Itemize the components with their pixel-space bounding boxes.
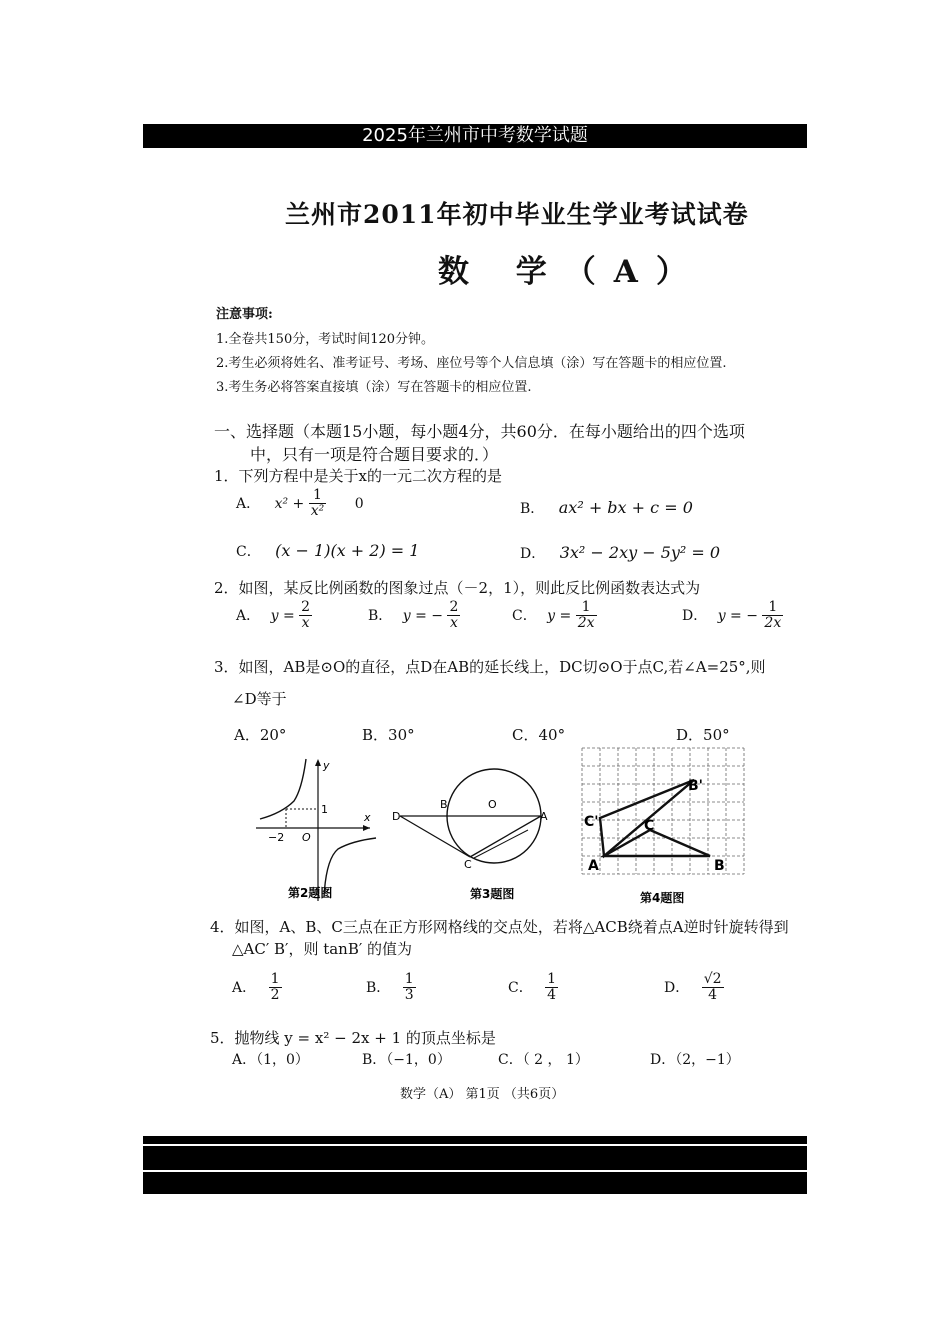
denominator: 2 [270, 987, 280, 1004]
formula: (x − 1)(x + 2) = 1 [275, 541, 420, 560]
option-label: A． [232, 979, 257, 996]
option-label: B． [520, 501, 545, 517]
denominator: 4 [547, 987, 557, 1004]
fraction [762, 600, 783, 632]
fraction [309, 488, 327, 520]
option-label: B． [366, 979, 391, 996]
numerator: 1 [547, 971, 557, 987]
option-label: D． [520, 546, 546, 562]
figure-4 [576, 746, 746, 910]
denominator: 4 [708, 987, 718, 1004]
page-footer: 数学（A） 第1页 （共6页） [400, 1087, 565, 1102]
section-heading: 一、选择题（本题15小题，每小题4分，共60分．在每小题给出的四个选项 [214, 422, 745, 441]
fraction [269, 972, 282, 1004]
formula: y = − [402, 607, 444, 624]
option-c [512, 600, 597, 632]
x-axis-arrow [363, 825, 370, 831]
option-c: C．（ 2 ， 1） [498, 1052, 589, 1068]
option-label: B． [368, 607, 393, 624]
numerator: 1 [309, 488, 327, 504]
option-b [520, 498, 693, 518]
option-label: C． [512, 607, 537, 624]
subject-title: 数 学（A） [438, 254, 705, 290]
exam-title: 兰州市2011年初中毕业生学业考试试卷 [285, 200, 749, 229]
option-c: C．40° [512, 726, 566, 744]
numerator: 2 [301, 599, 311, 615]
option-c [236, 541, 419, 561]
point-label-c-prime: C' [584, 814, 599, 830]
option-label: A． [236, 607, 261, 624]
point-label-d: D [392, 810, 401, 823]
formula: 0 [354, 495, 364, 512]
point-label-a: A [540, 810, 548, 823]
formula: y = [547, 607, 572, 624]
curve-upper [260, 759, 306, 819]
bottom-bar [143, 1146, 807, 1170]
numerator: √2 [703, 971, 722, 987]
notice-heading: 注意事项: [216, 307, 273, 322]
bottom-bar [143, 1136, 807, 1144]
option-a [236, 488, 364, 520]
formula: y = [270, 607, 295, 624]
question-stem: 5．抛物线 y = x² − 2x + 1 的顶点坐标是 [210, 1029, 496, 1047]
denominator: 3 [404, 987, 414, 1004]
option-a [236, 600, 312, 632]
option-label: D． [682, 607, 708, 624]
fraction [299, 600, 312, 632]
point-label-a: A [588, 858, 599, 874]
denominator: x² [310, 503, 325, 520]
option-b: B．（−1，0） [362, 1052, 451, 1068]
bottom-bar [143, 1172, 807, 1194]
numerator: 1 [404, 971, 414, 987]
formula: x² + [274, 495, 305, 512]
numerator: 1 [576, 600, 597, 616]
section-heading: 中，只有一项是符合题目要求的．） [250, 445, 499, 464]
question-stem: △AC′ B′，则 tanB′ 的值为 [232, 940, 413, 958]
denominator: x [449, 615, 458, 632]
origin-label: O [302, 831, 311, 844]
y-axis-arrow [315, 759, 321, 766]
denominator: 2x [764, 615, 782, 632]
figure-caption: 第3题图 [470, 887, 515, 901]
option-label: C． [508, 979, 533, 996]
segment [474, 830, 528, 858]
point-label-b-prime: B' [688, 778, 703, 794]
point-label-c: C [644, 818, 655, 834]
point-label-o: O [488, 798, 497, 811]
question-stem: 2．如图，某反比例函数的图象过点（－2，1），则此反比例函数表达式为 [214, 579, 701, 597]
numerator: 1 [270, 971, 280, 987]
tick-label: −2 [268, 831, 285, 844]
figure-caption: 第4题图 [640, 891, 685, 905]
chord-ca [470, 816, 541, 857]
option-d [520, 543, 720, 563]
tangent-dc [400, 816, 470, 857]
option-b: B．30° [362, 726, 415, 744]
formula: ax² + bx + c = 0 [558, 498, 693, 517]
y-label: y [323, 759, 330, 772]
option-a [232, 972, 282, 1004]
option-label: D． [664, 979, 690, 996]
fraction [702, 972, 724, 1004]
numerator: 1 [762, 600, 783, 616]
question-stem: 1．下列方程中是关于x的一元二次方程的是 [214, 467, 503, 485]
option-b [366, 972, 416, 1004]
formula: y = − [717, 607, 758, 624]
notice-item: 1.全卷共150分，考试时间120分钟。 [216, 332, 435, 347]
numerator: 2 [449, 599, 459, 615]
figure-3 [388, 762, 558, 904]
tick-label: 1 [321, 803, 328, 816]
question-stem: ∠D等于 [232, 690, 287, 708]
option-d: D．50° [676, 726, 730, 744]
point-label-b: B [440, 798, 448, 811]
fraction [403, 972, 416, 1004]
question-stem: 3．如图，AB是⊙O的直径，点D在AB的延长线上，DC切⊙O于点C,若∠A=25°,则 [214, 658, 766, 676]
denominator: x [301, 615, 310, 632]
point-label-c: C [464, 858, 472, 871]
x-label: x [364, 811, 371, 824]
notice-item: 2.考生必须将姓名、准考证号、考场、座位号等个人信息填（涂）写在答题卡的相应位置. [216, 356, 727, 371]
fraction [576, 600, 597, 632]
option-a: A．20° [234, 726, 287, 744]
figure-2 [252, 755, 382, 903]
option-d: D．（2，−1） [650, 1052, 740, 1068]
banner-title: 2025年兰州市中考数学试题 [143, 124, 807, 148]
question-stem: 4．如图，A、B、C三点在正方形网格线的交点处，若将△ACB绕着点A逆时针旋转得到 [210, 918, 789, 936]
option-a: A．（1，0） [232, 1052, 309, 1068]
fraction [447, 600, 460, 632]
point-label-b: B [714, 858, 725, 874]
option-d [682, 600, 783, 632]
denominator: 2x [577, 615, 595, 632]
formula: 3x² − 2xy − 5y² = 0 [559, 543, 721, 562]
notice-item: 3.考生务必将答案直接填（涂）写在答题卡的相应位置. [216, 380, 532, 395]
option-d [664, 972, 724, 1004]
figure-caption: 第2题图 [288, 886, 333, 900]
option-b [368, 600, 460, 632]
option-label: C． [236, 544, 261, 560]
option-c [508, 972, 558, 1004]
fraction [545, 972, 558, 1004]
option-label: A． [236, 495, 261, 512]
